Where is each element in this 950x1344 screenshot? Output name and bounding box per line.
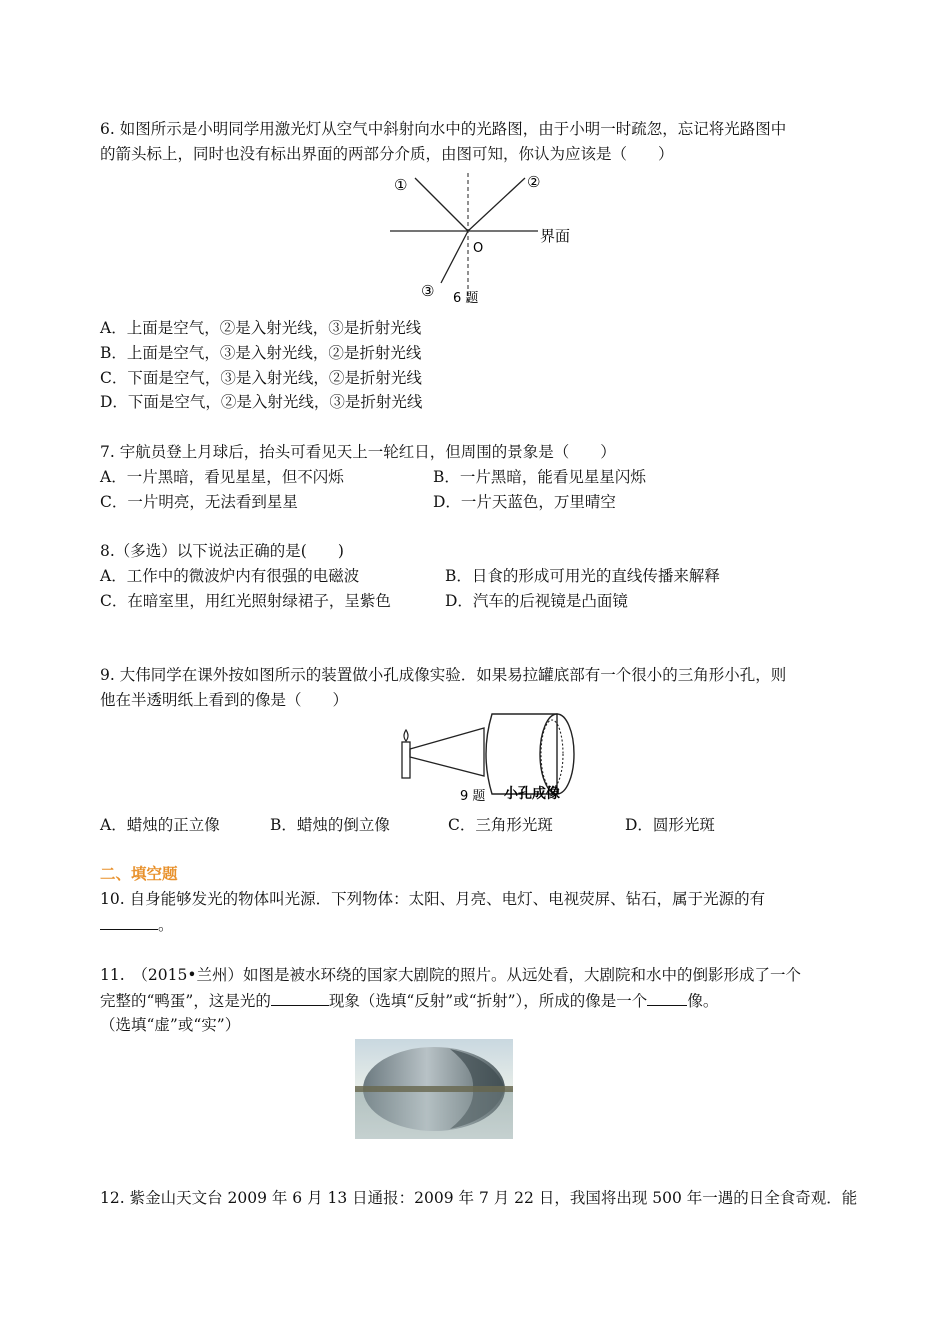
q6-stem-line2: 的箭头标上，同时也没有标出界面的两部分介质，由图可知，你认为应该是（ ） <box>100 145 674 163</box>
q6-option-c: C．下面是空气，③是入射光线，②是折射光线 <box>100 369 422 387</box>
q8-option-a: A．工作中的微波炉内有很强的电磁波 <box>100 567 360 585</box>
point-o-label: O <box>473 241 484 256</box>
q8-option-d: D．汽车的后视镜是凸面镜 <box>445 592 628 610</box>
q8-option-b: B．日食的形成可用光的直线传播来解释 <box>445 567 720 585</box>
ray-1 <box>415 178 468 231</box>
q8-stem: 8.（多选）以下说法正确的是( ) <box>100 542 344 560</box>
candle-body <box>402 742 410 778</box>
q11-blank-2[interactable] <box>647 989 687 1006</box>
q7-option-a: A．一片黑暗，看见星星，但不闪烁 <box>100 468 344 486</box>
ray-2-label: ② <box>527 173 541 191</box>
horizon-building-line <box>355 1086 513 1092</box>
ray-1-label: ① <box>394 176 408 194</box>
q9-option-a: A．蜡烛的正立像 <box>100 816 220 834</box>
can-rim <box>541 720 563 788</box>
figure-caption: 6 题 <box>453 291 479 306</box>
q6-option-a: A．上面是空气，②是入射光线，③是折射光线 <box>100 319 422 337</box>
q11-blank-1[interactable] <box>271 989 329 1006</box>
q11-stem-line2 <box>100 989 718 1012</box>
ray-2 <box>468 178 525 231</box>
q7-stem: 7. 宇航员登上月球后，抬头可看见天上一轮红日，但周围的景象是（ ） <box>100 443 616 461</box>
q10-stem-line2 <box>100 913 174 936</box>
q7-option-b: B．一片黑暗，能看见星星闪烁 <box>433 468 646 486</box>
grand-theatre-photo <box>355 1039 513 1139</box>
figure-caption-number: 9 题 <box>460 789 486 804</box>
q10-period: 。 <box>158 916 174 934</box>
candle-flame <box>404 730 408 741</box>
q10-stem-line1: 10. 自身能够发光的物体叫光源．下列物体：太阳、月亮、电灯、电视荧屏、钻石，属于光源的有 <box>100 890 766 908</box>
q11-stem-line1: 11. （2015•兰州）如图是被水环绕的国家大剧院的照片。从远处看，大剧院和水中的倒影形成了一个 <box>100 966 801 984</box>
q11-text-c: 像。 <box>687 992 719 1010</box>
q9-stem-line1: 9. 大伟同学在课外按如图所示的装置做小孔成像实验．如果易拉罐底部有一个很小的三角形小孔，则 <box>100 666 787 684</box>
q7-option-c: C．一片明亮，无法看到星星 <box>100 493 298 511</box>
q6-option-d: D．下面是空气，②是入射光线，③是折射光线 <box>100 393 423 411</box>
q6-light-path-figure <box>385 168 585 308</box>
q11-stem-line3: （选填“虚”或“实”） <box>100 1016 241 1034</box>
ray-3 <box>441 231 468 283</box>
q9-option-c: C．三角形光斑 <box>448 816 553 834</box>
q9-option-b: B．蜡烛的倒立像 <box>270 816 390 834</box>
q9-option-d: D．圆形光斑 <box>625 816 715 834</box>
q6-stem-line1: 6. 如图所示是小明同学用激光灯从空气中斜射向水中的光路图，由于小明一时疏忽，忘记将光路图中 <box>100 120 787 138</box>
ray-3-label: ③ <box>421 282 435 300</box>
q8-option-c: C．在暗室里，用红光照射绿裙子，呈紫色 <box>100 592 391 610</box>
q11-text-b: 现象（选填“反射”或“折射”），所成的像是一个 <box>328 992 648 1010</box>
interface-label: 界面 <box>540 227 571 245</box>
section-heading-fill-blank: 二、填空题 <box>100 865 178 883</box>
q10-answer-blank[interactable] <box>100 913 158 930</box>
q12-stem-line1: 12. 紫金山天文台 2009 年 6 月 13 日通报：2009 年 7 月 22 日，我国将出现 500 年一遇的日全食奇观．能 <box>100 1189 858 1207</box>
paper-cone <box>410 728 484 776</box>
q7-option-d: D．一片天蓝色，万里晴空 <box>433 493 616 511</box>
q11-text-a: 完整的“鸭蛋”，这是光的 <box>100 992 271 1010</box>
figure-caption-title: 小孔成像 <box>504 786 560 802</box>
q6-option-b: B．上面是空气，③是入射光线，②是折射光线 <box>100 344 422 362</box>
q9-pinhole-figure <box>392 706 587 806</box>
q9-stem-line2: 他在半透明纸上看到的像是（ ） <box>100 691 349 709</box>
water-reflection-tint <box>355 1092 513 1139</box>
